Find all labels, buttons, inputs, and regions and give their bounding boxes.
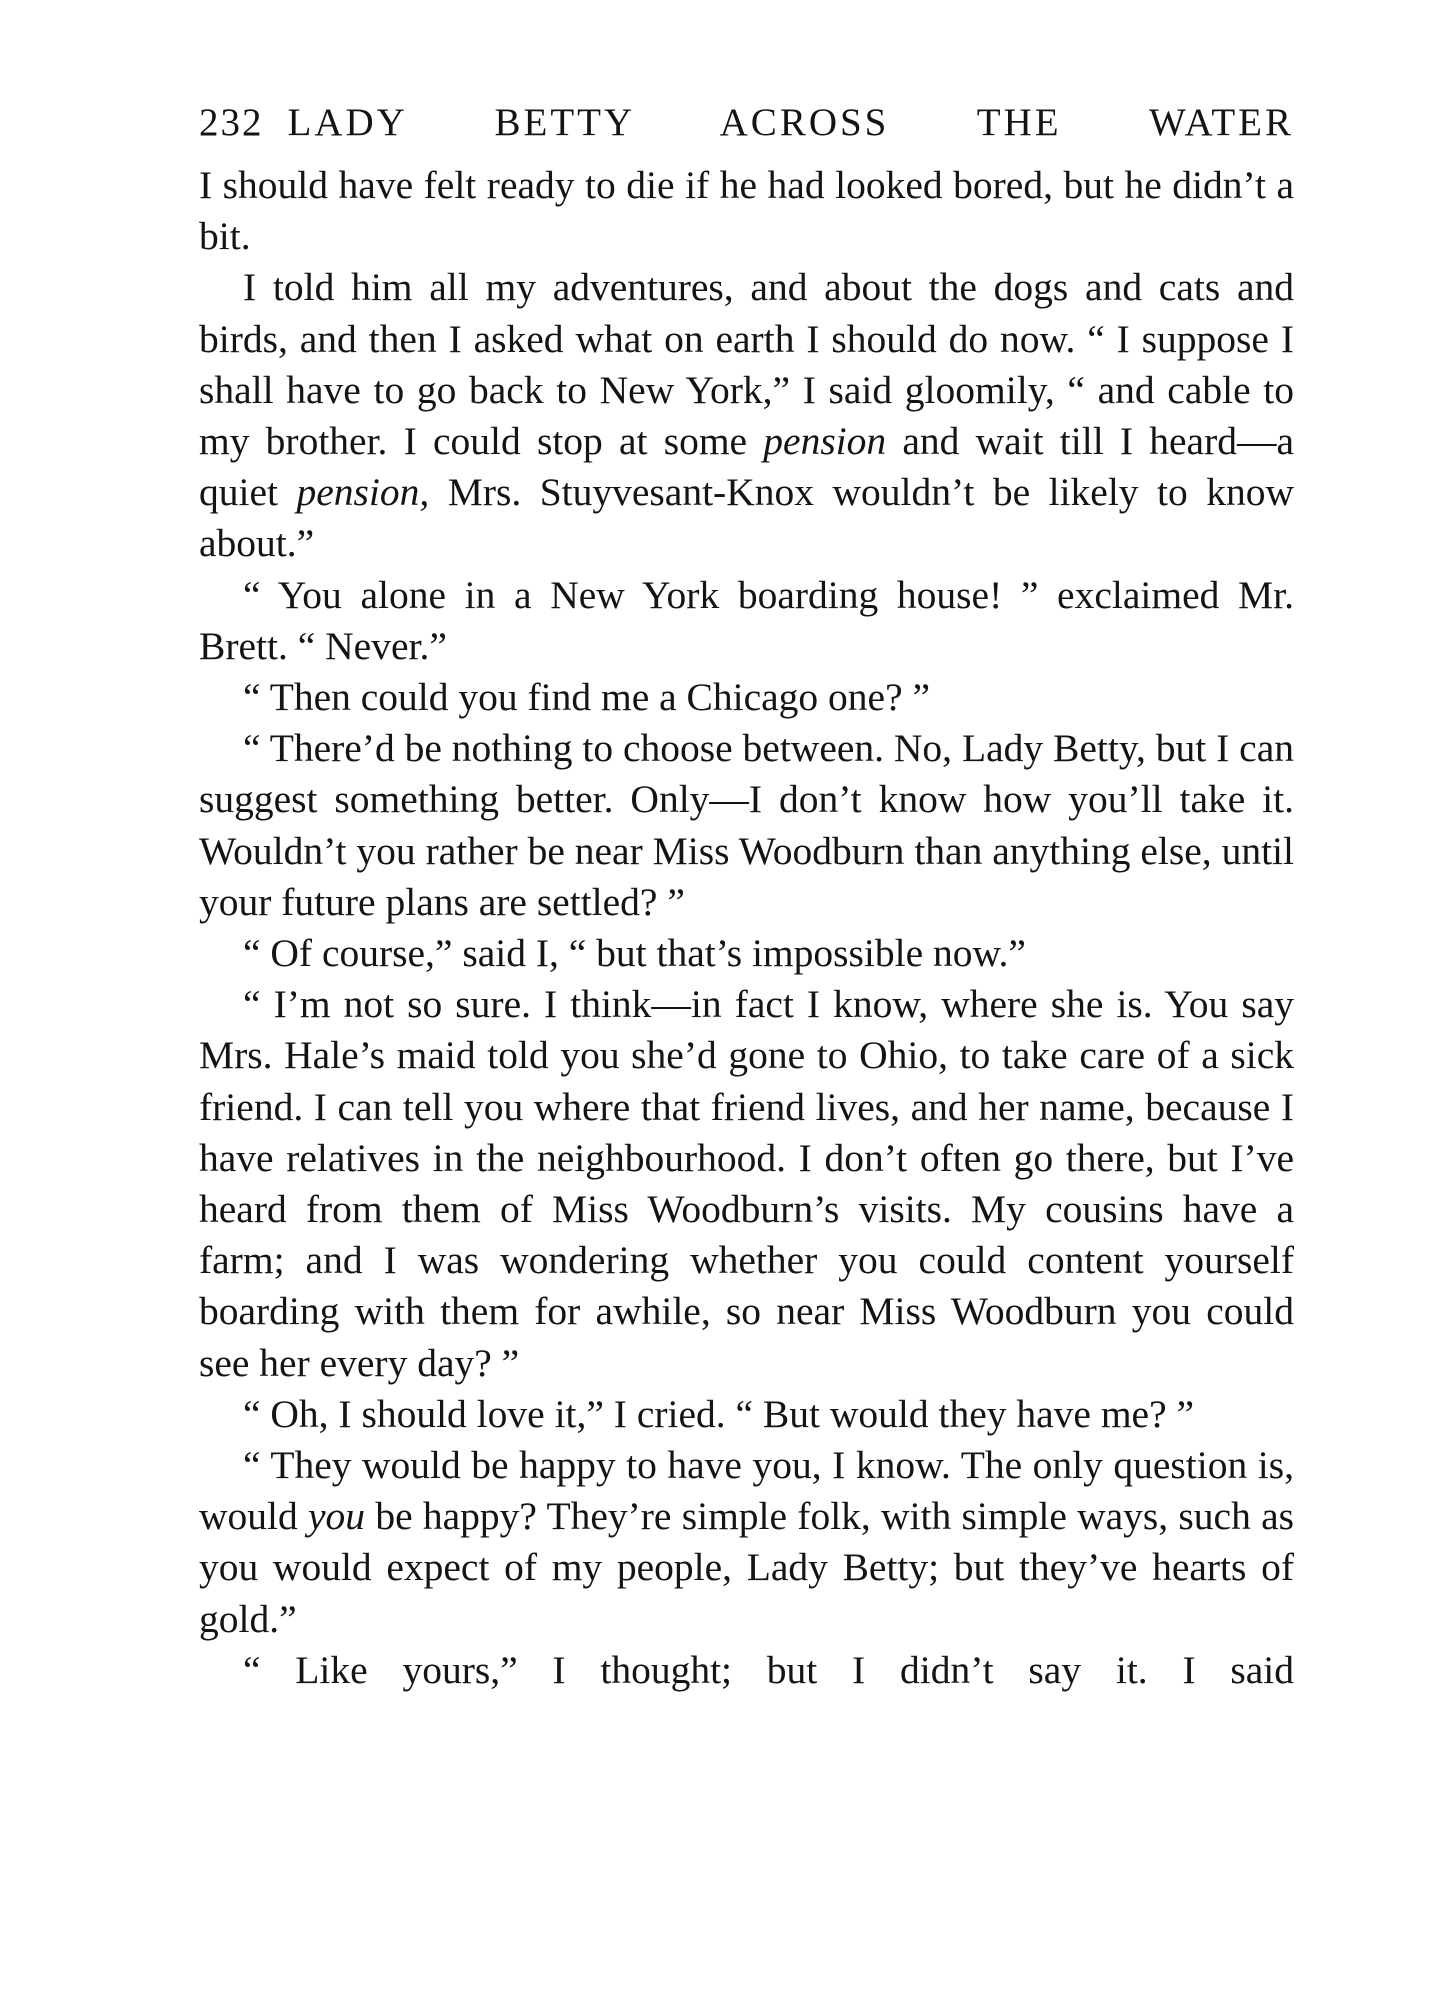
text-run: “ They would be happy to have you, I know. The only question is, would	[199, 1443, 1294, 1539]
italic-text-run: pension	[763, 419, 887, 464]
text-run: “ There’d be nothing to choose between. No, Lady Betty, but I can suggest something better. Only—I don’t know how you’ll take it. Wouldn’t you rather be near Miss Woodburn than anything else, until your future plans are settled? ”	[199, 726, 1294, 924]
paragraph	[199, 979, 1294, 1389]
text-run: “ You alone in a New York boarding house! ” exclaimed Mr. Brett. “ Never.”	[199, 572, 1294, 668]
text-run: Mrs. Stuyvesant-Knox wouldn’t be likely to know about.”	[199, 470, 1294, 566]
text-run: I told him all my adventures, and about the dogs and cats and birds, and then I asked what on earth I should do now. “ I suppose I shall have to go back to New York,” I said gloomily, “ and cable to my brother. I could stop at some	[199, 265, 1294, 464]
text-run: “ Oh, I should love it,” I cried. “ But would they have me? ”	[243, 1391, 1195, 1436]
text-run: I should have felt ready to die if he had looked bored, but he didn’t a bit.	[199, 163, 1294, 259]
paragraph	[199, 570, 1294, 672]
text-run: “ Then could you find me a Chicago one? ”	[243, 675, 931, 720]
paragraph	[199, 723, 1294, 928]
paragraph	[199, 262, 1294, 569]
paragraph	[199, 1440, 1294, 1645]
paragraph	[199, 672, 1294, 723]
paragraph	[199, 1389, 1294, 1440]
page-body	[199, 160, 1294, 1696]
text-run: and wait till I heard—a quiet	[199, 419, 1295, 515]
text-run: “ Of course,” said I, “ but that’s impossible now.”	[243, 931, 1026, 976]
italic-text-run: you	[308, 1494, 366, 1539]
text-run: be happy? They’re simple folk, with simple ways, such as you would expect of my people, Lady Betty; but they’ve hearts of gold.”	[199, 1494, 1294, 1641]
page-number: 232	[199, 101, 264, 144]
paragraph	[199, 928, 1294, 979]
text-run: “ Like yours,” I thought; but I didn’t say it. I said	[243, 1647, 1294, 1692]
book-page	[199, 100, 1294, 1696]
paragraph	[199, 160, 1294, 262]
book-title: LADY BETTY ACROSS THE WATER	[287, 101, 1294, 144]
italic-text-run: pension,	[296, 470, 430, 515]
running-head	[199, 100, 1294, 160]
text-run: “ I’m not so sure. I think—in fact I know, where she is. You say Mrs. Hale’s maid told you she’d gone to Ohio, to take care of a sick friend. I can tell you where that friend lives, and her name, because I have relatives in the neighbourhood. I don’t often go there, but I’ve heard from them of Miss Woodburn’s visits. My cousins have a farm; and I was wondering whether you could content yourself boarding with them for awhile, so near Miss Woodburn you could see her every day? ”	[199, 982, 1294, 1385]
paragraph	[199, 1645, 1294, 1696]
